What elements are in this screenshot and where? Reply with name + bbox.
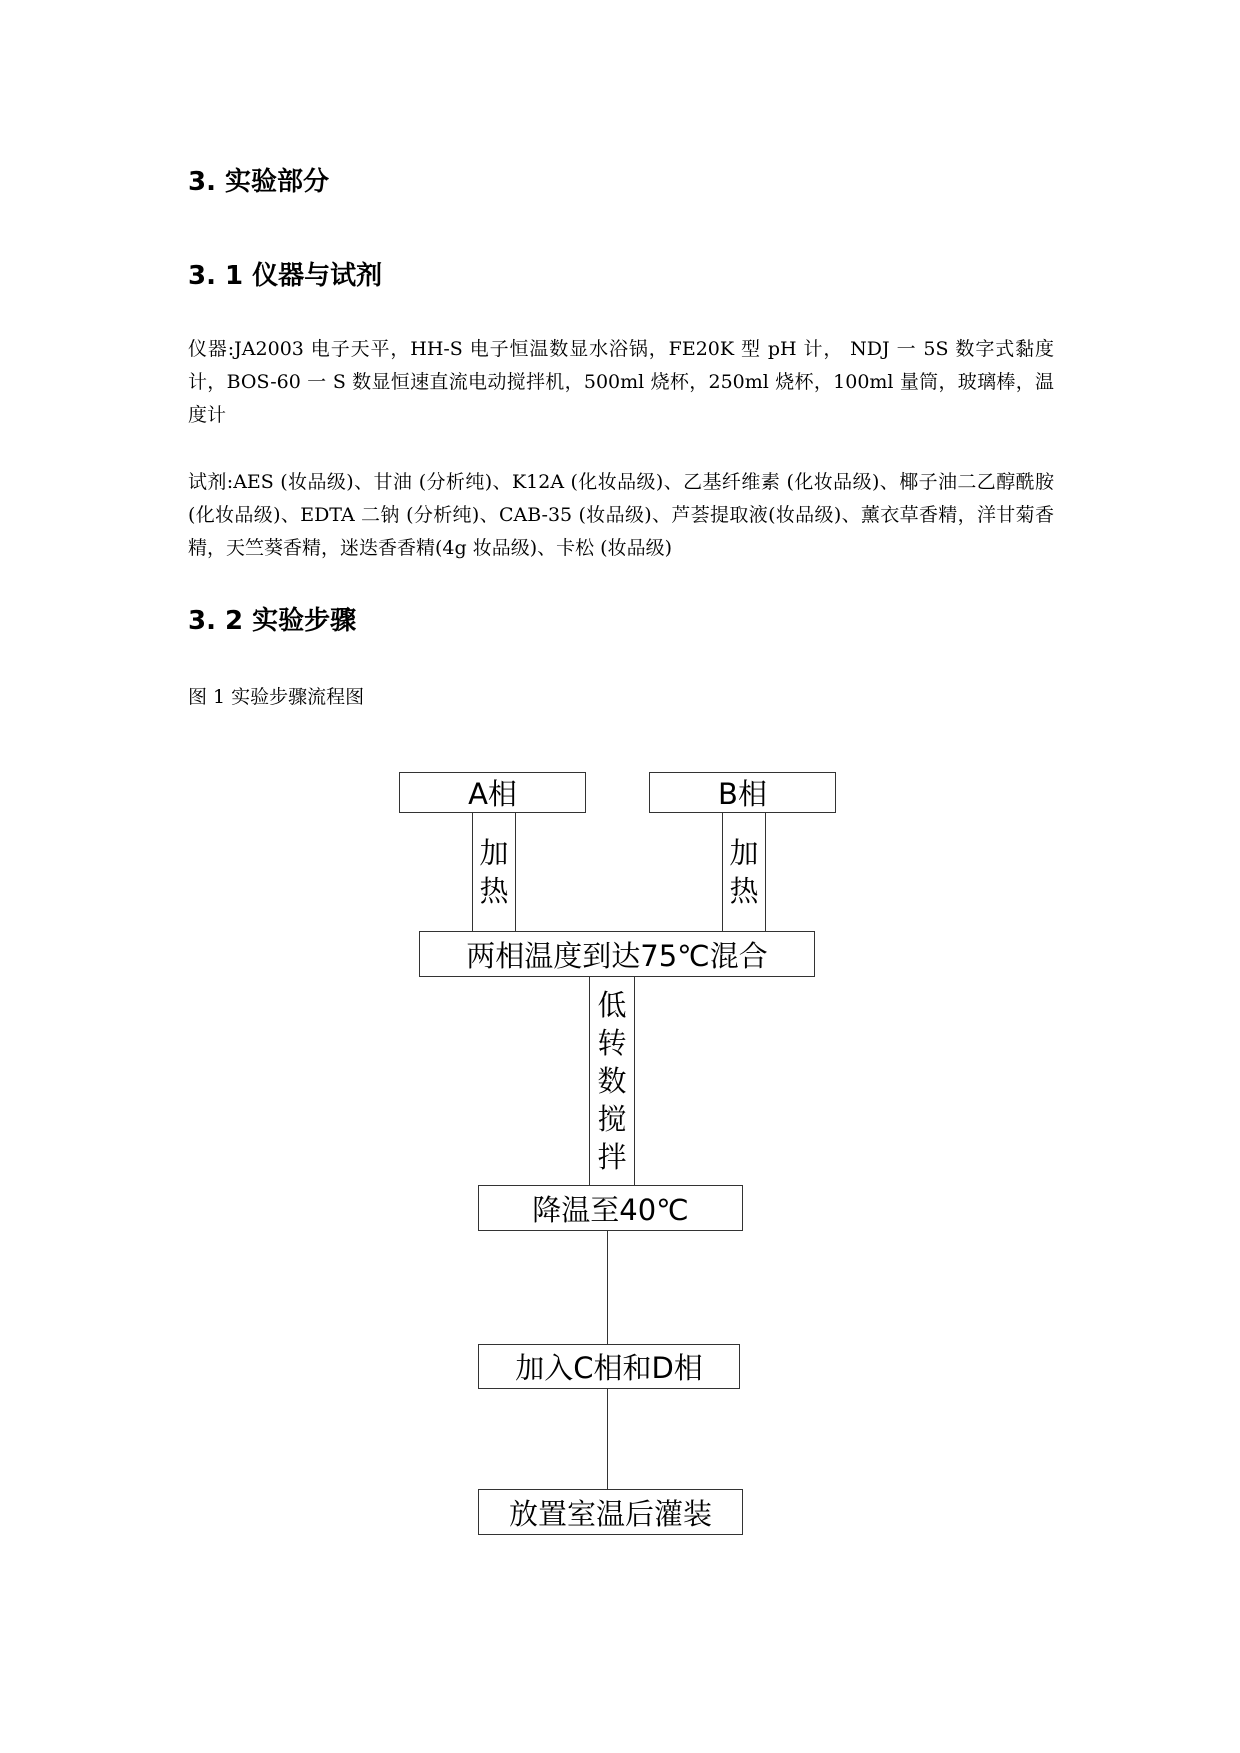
flow-box-mix: 两相温度到达75℃混合 [419,931,815,977]
instruments-paragraph: 仪器:JA2003 电子天平，HH-S 电子恒温数显水浴锅，FE20K 型 pH 计， NDJ 一 5S 数字式黏度计，BOS-60 一 S 数显恒速直流电动搅拌机，500ml 烧杯，250ml 烧杯，100ml 量筒，玻璃棒，温度计 [188,338,1054,426]
figure-caption: 图 1 实验步骤流程图 [188,686,365,708]
flow-label-heat-left [472,813,516,931]
section-heading-instruments-reagents: 3. 1 仪器与试剂 [188,261,383,291]
flow-connector-line-1 [607,1231,608,1344]
flow-label-stir [589,977,635,1185]
flow-box-phase-a: A相 [399,772,586,813]
flow-label-heat-left-text: 加热 [479,836,509,908]
flow-label-heat-right-text: 加热 [729,836,759,908]
section-heading-experimental: 3. 实验部分 [188,167,330,197]
flow-box-cool: 降温至40℃ [478,1185,743,1231]
flow-box-phase-b: B相 [649,772,836,813]
flow-label-stir-text: 低转数搅拌 [597,988,627,1174]
flow-box-fill: 放置室温后灌装 [478,1489,743,1535]
section-heading-procedure: 3. 2 实验步骤 [188,606,357,636]
flow-box-add-phases: 加入C相和D相 [478,1344,740,1389]
flow-connector-line-2 [607,1389,608,1489]
flow-label-heat-right [722,813,766,931]
reagents-paragraph: 试剂:AES (妆品级)、甘油 (分析纯)、K12A (化妆品级)、乙基纤维素 (化妆品级)、椰子油二乙醇酰胺 (化妆品级)、EDTA 二钠 (分析纯)、CAB-35 (妆品级)、芦荟提取液(妆品级)、薰衣草香精，洋甘菊香精，天竺葵香精，迷迭香香精(4g 妆品级)、卡松 (妆品级) [188,471,1054,559]
